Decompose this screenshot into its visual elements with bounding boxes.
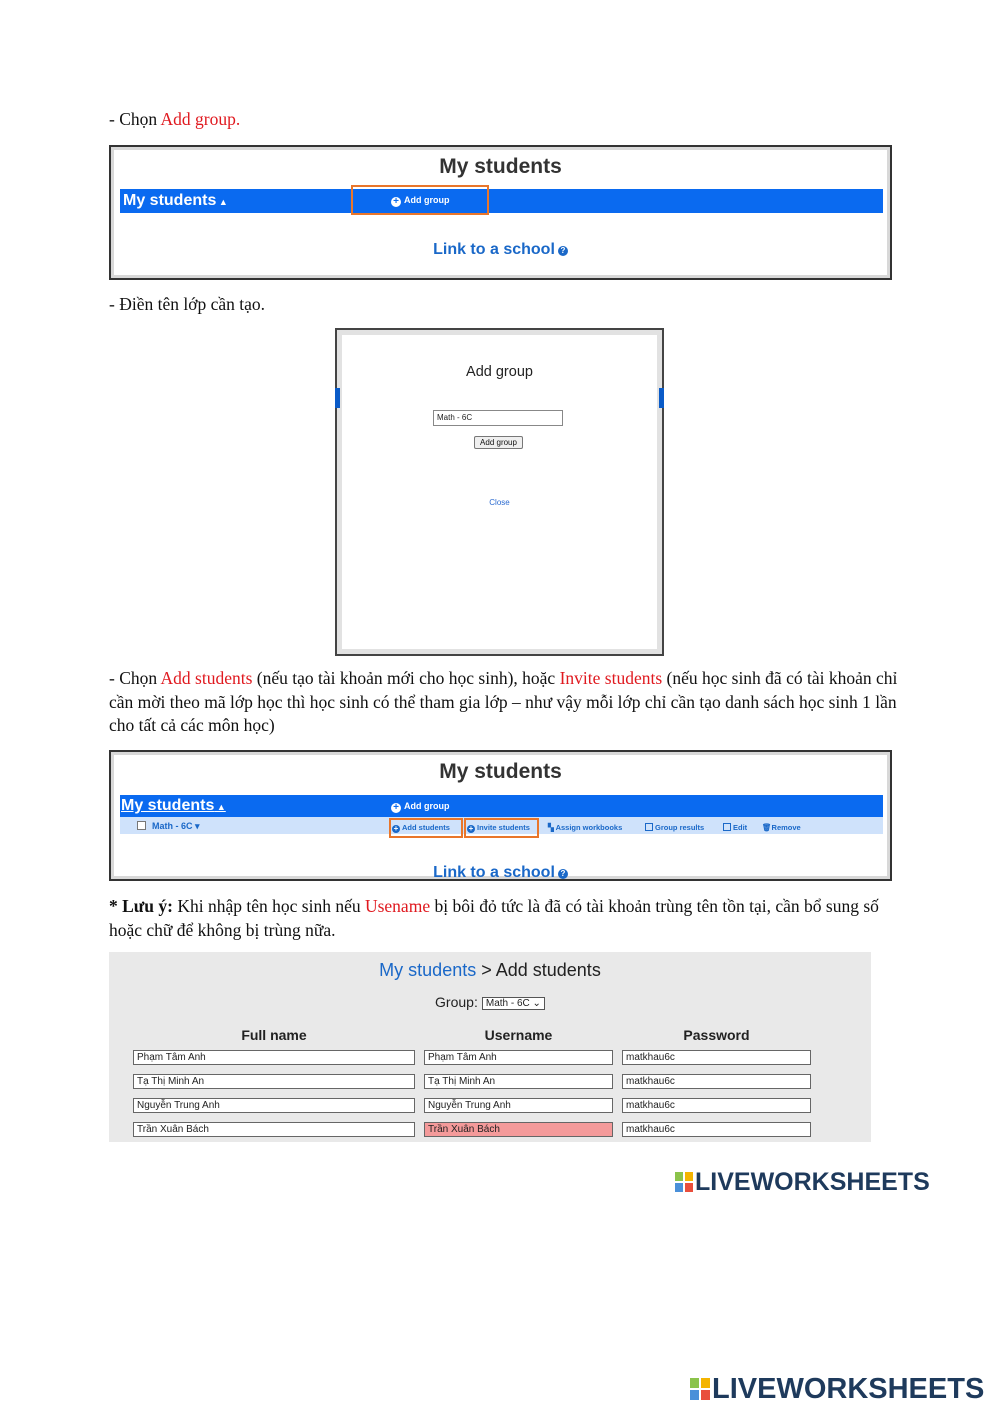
help-icon: ? — [558, 869, 568, 879]
link-to-school[interactable]: Link to a school ? — [111, 241, 890, 259]
plus-circle-icon: + — [468, 824, 474, 833]
edit-icon — [723, 823, 731, 831]
group-checkbox[interactable] — [137, 821, 146, 830]
plus-circle-icon: + — [391, 197, 401, 207]
page-title: My students > Add students — [379, 960, 601, 980]
remove-button[interactable]: 🗑Remove — [762, 823, 801, 832]
full-name-input[interactable]: Trần Xuân Bách — [133, 1122, 415, 1137]
username-input[interactable]: Tạ Thị Minh An — [424, 1074, 613, 1089]
username-input[interactable]: Nguyễn Trung Anh — [424, 1098, 613, 1113]
plus-circle-icon: + — [391, 803, 401, 813]
username-input-duplicate[interactable]: Trần Xuân Bách — [424, 1122, 613, 1137]
help-icon: ? — [558, 246, 568, 256]
assign-workbooks-button[interactable]: ▚ Assign workbooks — [548, 823, 623, 832]
invite-students-button[interactable]: + Invite students — [468, 823, 530, 833]
screenshot-my-students — [109, 145, 892, 280]
liveworksheets-logo-footer: LIVEWORKSHEETS — [690, 1373, 984, 1406]
group-item-math-6c[interactable]: Math - 6C ▾ — [137, 821, 200, 832]
add-students-button[interactable]: + Add students — [393, 823, 450, 833]
add-students-highlight: Add students — [160, 668, 253, 688]
step2-text: - Điền tên lớp cần tạo. — [109, 294, 266, 314]
group-bar — [120, 795, 883, 817]
screenshot-add-group-dialog — [335, 328, 664, 656]
highlight-box-add-students — [389, 818, 463, 838]
step1-prefix: - Chọn — [109, 109, 161, 129]
note-label: * Lưu ý: — [109, 896, 173, 916]
trash-icon: 🗑 — [762, 823, 772, 832]
plus-circle-icon: + — [393, 824, 399, 833]
full-name-input[interactable]: Phạm Tâm Anh — [133, 1050, 415, 1065]
screenshot-group-actions — [109, 750, 892, 881]
full-name-input[interactable]: Tạ Thị Minh An — [133, 1074, 415, 1089]
username-input[interactable]: Phạm Tâm Anh — [424, 1050, 613, 1065]
header-username: Username — [484, 1027, 553, 1043]
edit-button[interactable]: Edit — [723, 823, 747, 832]
caret-up-icon: ▲ — [216, 197, 228, 207]
add-group-button[interactable]: + Add group — [391, 195, 450, 207]
add-group-submit-button[interactable]: Add group — [474, 436, 523, 449]
logo-grid-icon — [675, 1172, 693, 1192]
step1-highlight: Add group. — [160, 109, 241, 129]
header-password: Password — [683, 1027, 750, 1043]
group-select[interactable]: Math - 6C ⌄ — [482, 997, 545, 1010]
group-selector: Group: Math - 6C ⌄ — [109, 994, 871, 1010]
password-input[interactable]: matkhau6c — [622, 1122, 811, 1137]
group-bar — [120, 189, 883, 213]
my-students-toggle[interactable]: My students ▲ — [123, 192, 228, 209]
link-to-school[interactable]: Link to a school ? — [111, 864, 890, 881]
breadcrumb-my-students[interactable]: My students — [379, 960, 477, 980]
header-full-name: Full name — [241, 1027, 307, 1043]
books-icon: ▚ — [548, 823, 556, 832]
bg-bar-right — [659, 388, 664, 408]
add-group-button[interactable]: + Add group — [391, 801, 450, 813]
liveworksheets-logo: LIVEWORKSHEETS — [675, 1168, 930, 1197]
close-link[interactable]: Close — [489, 498, 510, 507]
bg-bar-left — [335, 388, 340, 408]
my-students-toggle[interactable]: My students ▲ — [121, 797, 226, 814]
caret-down-icon: ▾ — [192, 821, 200, 831]
caret-up-icon: ▲ — [214, 802, 226, 812]
checkbox-icon — [645, 823, 653, 831]
password-input[interactable]: matkhau6c — [622, 1098, 811, 1113]
chevron-down-icon: ⌄ — [532, 998, 541, 1009]
logo-grid-icon — [690, 1378, 710, 1400]
group-name-input[interactable]: Math - 6C — [433, 410, 563, 426]
step3-text: - Chọn Add students (nếu tạo tài khoản mới cho học sinh), hoặc Invite students (nếu học sinh đã có tài khoản chỉ cần mời theo mã lớp học thì học sinh có thể tham gia lớp – như vậy mỗi lớp chỉ cần tạo danh sách học sinh 1 lần cho tất cả các môn học) — [109, 668, 898, 735]
password-input[interactable]: matkhau6c — [622, 1074, 811, 1089]
page-title: My students — [439, 760, 562, 783]
dialog-title: Add group — [466, 364, 533, 380]
group-results-button[interactable]: Group results — [645, 823, 704, 832]
highlight-box — [351, 185, 489, 215]
page-title: My students — [439, 155, 562, 178]
note-highlight: Usename — [364, 896, 431, 916]
note-text: * Lưu ý: Khi nhập tên học sinh nếu Usename bị bôi đỏ tức là đã có tài khoản trùng tên tồn tại, cần bổ sung số hoặc chữ để không bị trùng nữa. — [109, 896, 879, 940]
full-name-input[interactable]: Nguyễn Trung Anh — [133, 1098, 415, 1113]
invite-students-highlight: Invite students — [559, 668, 663, 688]
password-input[interactable]: matkhau6c — [622, 1050, 811, 1065]
screenshot-add-students-form — [109, 952, 871, 1142]
highlight-box-invite-students — [464, 818, 539, 838]
step1-text — [109, 108, 899, 132]
